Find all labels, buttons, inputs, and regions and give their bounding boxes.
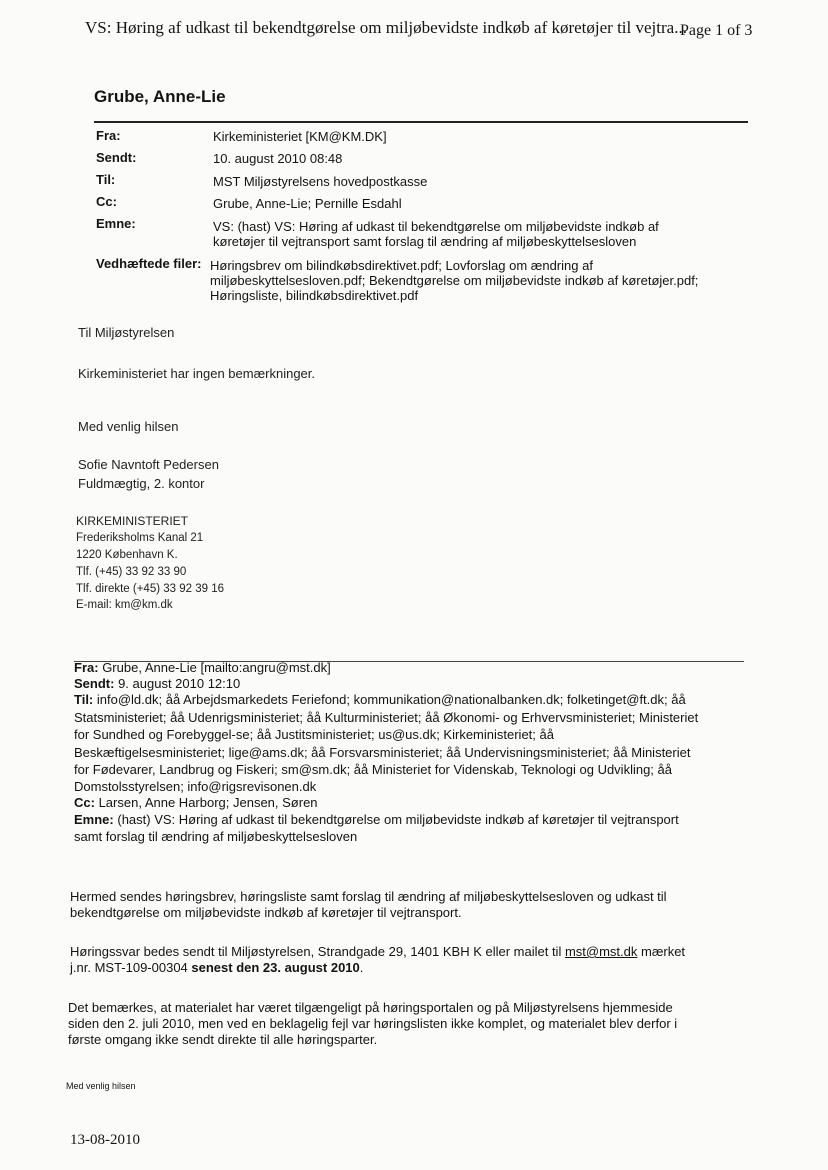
forward-to-value-1: info@ld.dk; åå Arbejdsmarkedets Feriefond; kommunikation@nationalbanken.dk; folketinget@ft.dk; åå	[96, 692, 686, 707]
forward-sent	[74, 676, 240, 692]
body-p1-line-2: bekendtgørelse om miljøbevidste indkøb af køretøjer til vejtransport.	[70, 905, 462, 920]
forward-cc	[74, 795, 318, 811]
forward-sent-label: Sendt:	[74, 676, 115, 691]
attachment-line-2: miljøbeskyttelsesloven.pdf; Bekendtgørelse om miljøbevidste indkøb af køretøjer.pdf;	[210, 273, 699, 288]
body-p2-text-2: mærket	[637, 944, 686, 959]
reply-greeting: Til Miljøstyrelsen	[78, 325, 175, 340]
forward-subject-value-1: (hast) VS: Høring af udkast til bekendtgørelse om miljøbevidste indkøb af køretøjer til vejtransport	[117, 812, 679, 827]
subject-label: Emne:	[96, 216, 136, 231]
body-p1-line-1: Hermed sendes høringsbrev, høringsliste samt forslag til ændring af miljøbeskyttelsesloven og udkast til	[70, 889, 667, 904]
print-header-subject: VS: Høring af udkast til bekendtgørelse om miljøbevidste indkøb af køretøjer til vejtra...	[85, 18, 687, 37]
body-p2-text-1: Høringssvar bedes sendt til Miljøstyrelsen, Strandgade 29, 1401 KBH K eller mailet til	[70, 944, 565, 959]
signature-title: Fuldmægtig, 2. kontor	[78, 476, 205, 491]
mailbox-owner: Grube, Anne-Lie	[94, 87, 226, 106]
deadline-text: senest den 23. august 2010	[191, 960, 360, 975]
to-value: MST Miljøstyrelsens hovedpostkasse	[213, 174, 428, 189]
sent-value: 10. august 2010 08:48	[213, 151, 343, 166]
from-value: Kirkeministeriet [KM@KM.DK]	[213, 129, 387, 144]
forward-from-label: Fra:	[74, 660, 99, 675]
signature-phone-direct: Tlf. direkte (+45) 33 92 39 16	[76, 583, 224, 595]
reply-closing: Med venlig hilsen	[78, 419, 179, 434]
forward-to-line-3: for Sundhed og Forebyggel-se; åå Justitsministeriet; us@us.dk; Kirkeministeriet; åå	[74, 727, 554, 742]
mst-email-link[interactable]: mst@mst.dk	[564, 944, 638, 959]
body-p2-line-1	[70, 944, 685, 960]
cc-label: Cc:	[96, 194, 117, 209]
forward-subject-line-2: samt forslag til ændring af miljøbeskyttelsesloven	[74, 829, 358, 844]
attachments-label: Vedhæftede filer:	[96, 256, 202, 271]
reply-text: Kirkeministeriet har ingen bemærkninger.	[78, 366, 315, 381]
body-p2-line-2	[70, 960, 363, 976]
forward-to-label: Til:	[74, 692, 94, 707]
signature-address-1: Frederiksholms Kanal 21	[76, 532, 204, 544]
forward-to-line-6: Domstolsstyrelsen; info@rigsrevisonen.dk	[74, 779, 317, 794]
from-label: Fra:	[96, 128, 121, 143]
forward-to-first	[74, 692, 686, 708]
attachment-line-1: Høringsbrev om bilindkøbsdirektivet.pdf; Lovforslag om ændring af	[210, 258, 593, 273]
body-p3-line-1: Det bemærkes, at materialet har været tilgængeligt på høringsportalen og på Miljøstyrelsens hjemmeside	[68, 1000, 673, 1015]
page-number: Page 1 of 3	[680, 22, 753, 39]
header-divider	[94, 121, 748, 123]
signature-phone: Tlf. (+45) 33 92 33 90	[76, 566, 187, 578]
cc-value: Grube, Anne-Lie; Pernille Esdahl	[213, 196, 402, 211]
forward-to-line-4: Beskæftigelsesministeriet; lige@ams.dk; åå Forsvarsministeriet; åå Undervisningsministeriet; åå Ministeriet	[74, 745, 691, 760]
forward-subject-label: Emne:	[74, 812, 114, 827]
signature-address-2: 1220 København K.	[76, 549, 178, 561]
signature-org: KIRKEMINISTERIET	[76, 514, 189, 528]
signature-name: Sofie Navntoft Pedersen	[78, 457, 219, 472]
forward-subject-first	[74, 812, 679, 828]
signature-email: E-mail: km@km.dk	[76, 599, 173, 611]
subject-line-1: VS: (hast) VS: Høring af udkast til bekendtgørelse om miljøbevidste indkøb af	[213, 219, 659, 234]
forward-to-line-5: for Fødevarer, Landbrug og Fiskeri; sm@sm.dk; åå Ministeriet for Videnskab, Teknologi og Udvikling; åå	[74, 762, 672, 777]
to-label: Til:	[96, 172, 116, 187]
forward-cc-label: Cc:	[74, 795, 95, 810]
subject-line-2: køretøjer til vejtransport samt forslag til ændring af miljøbeskyttelsesloven	[213, 234, 637, 249]
forward-closing: Med venlig hilsen	[66, 1081, 136, 1091]
forward-sent-value: 9. august 2010 12:10	[118, 676, 241, 691]
sent-label: Sendt:	[96, 150, 137, 165]
forward-cc-value: Larsen, Anne Harborg; Jensen, Søren	[98, 795, 318, 810]
body-p2-text-3: j.nr. MST-109-00304	[70, 960, 192, 975]
body-p3-line-2: siden den 2. juli 2010, men ved en beklagelig fejl var høringslisten ikke komplet, og materialet blev derfor i	[68, 1016, 678, 1031]
forward-from	[74, 660, 331, 676]
print-date: 13-08-2010	[70, 1132, 140, 1148]
forward-from-value: Grube, Anne-Lie [mailto:angru@mst.dk]	[102, 660, 331, 675]
attachment-line-3: Høringsliste, bilindkøbsdirektivet.pdf	[210, 288, 419, 303]
body-p2-end: .	[359, 960, 364, 975]
body-p3-line-3: første omgang ikke sendt direkte til alle høringsparter.	[68, 1032, 378, 1047]
forward-to-line-2: Statsministeriet; åå Udenrigsministeriet; åå Kulturministeriet; åå Økonomi- og Erhvervsministeriet; Ministeriet	[74, 710, 699, 725]
